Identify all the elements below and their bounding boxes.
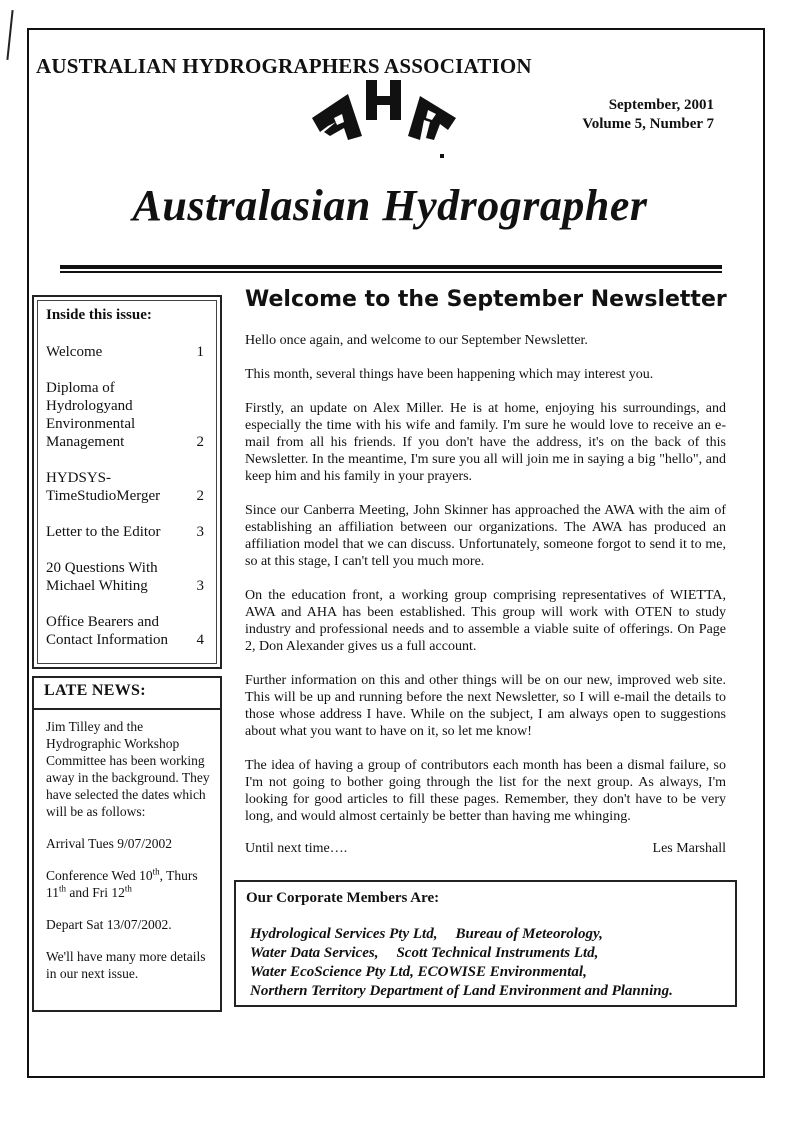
toc-item-diploma[interactable]	[46, 379, 216, 451]
toc-item-label: HYDSYS-TimeStudioMerger	[46, 470, 161, 504]
late-news-arrival: Arrival Tues 9/07/2002	[46, 836, 173, 851]
toc-title: Inside this issue:	[46, 307, 152, 323]
toc-item-page: 3	[196, 524, 204, 540]
toc-list	[46, 343, 216, 667]
toc-item-page: 1	[196, 344, 204, 360]
toc-item-page: 2	[196, 434, 204, 450]
late-news-conference: Conference Wed 10th, Thurs 11th and Fri 12th	[46, 866, 198, 900]
article-paragraph: Further information on this and other things will be on our new, improved web site. This will be up and running before the next Newsletter, so I will e-mail the details to those whose address I have. While on the subject, I am always open to suggestions about what you want to have on it, so let me know!	[245, 673, 726, 739]
toc-item-letter[interactable]	[46, 523, 216, 541]
members-line: Hydrological Services Pty Ltd, Bureau of Meteorology,	[250, 926, 603, 942]
aha-logo	[304, 74, 464, 160]
toc-item-page: 2	[196, 488, 204, 504]
newsletter-title: Australasian Hydrographer	[132, 181, 648, 230]
toc-item-label: 20 Questions With Michael Whiting	[46, 560, 158, 594]
toc-item-label: Welcome	[46, 344, 103, 360]
article-paragraph: The idea of having a group of contributors each month has been a dismal failure, so I'm not going to bother going through the list for the next group. As always, I'm looking for good articles to fill these pages. Remember, they don't have to be very long, and would almost certainly be better than having me whinging.	[245, 758, 726, 824]
late-news-depart: Depart Sat 13/07/2002.	[46, 917, 172, 932]
corporate-members-box	[234, 880, 737, 1007]
toc-item-label: Letter to the Editor	[46, 524, 161, 540]
late-news-title: LATE NEWS:	[44, 682, 146, 699]
signoff-text: Until next time….	[245, 841, 348, 856]
article-paragraph: On the education front, a working group comprising representatives of WIETTA, AWA and AHA has been established. This group will work with OTEN to study industry and professional needs and to assemble a viable suite of offerings. On Page 2, Don Alexander gives us a full account.	[245, 588, 726, 654]
toc-item-label: Office Bearers and Contact Information	[46, 614, 169, 648]
toc-item-20-questions[interactable]	[46, 559, 216, 595]
article-title: Welcome to the September Newsletter	[245, 287, 727, 312]
article-paragraph: Hello once again, and welcome to our September Newsletter.	[245, 333, 588, 348]
article-body	[245, 332, 726, 857]
margin-mark	[6, 10, 13, 60]
late-news-closing: We'll have many more details in our next issue.	[46, 949, 206, 981]
late-news-box	[32, 676, 222, 1012]
masthead-rule-thick	[60, 265, 722, 269]
organization-name: AUSTRALIAN HYDROGRAPHERS ASSOCIATION	[36, 54, 532, 78]
toc-item-hydsys[interactable]	[46, 469, 216, 505]
article-signoff	[245, 840, 726, 857]
issue-info	[520, 96, 714, 134]
toc-item-page: 3	[196, 578, 204, 594]
toc-item-label: Diploma of Hydrologyand Environmental Management	[46, 380, 136, 450]
members-title: Our Corporate Members Are:	[246, 890, 440, 906]
members-line: Northern Territory Department of Land Environment and Planning.	[250, 983, 673, 999]
masthead-rule-thin	[60, 271, 722, 273]
toc-item-welcome[interactable]	[46, 343, 216, 361]
article-paragraph: This month, several things have been happening which may interest you.	[245, 367, 654, 382]
late-news-intro: Jim Tilley and the Hydrographic Workshop Committee has been working away in the background. They have selected the dates which will be as follows:	[46, 719, 210, 819]
late-news-divider	[34, 708, 220, 710]
toc-item-office-bearers[interactable]	[46, 613, 216, 649]
toc-item-page: 4	[196, 632, 204, 648]
table-of-contents	[32, 295, 222, 669]
article-author: Les Marshall	[652, 841, 726, 856]
issue-date: September, 2001	[608, 97, 714, 113]
members-line: Water EcoScience Pty Ltd, ECOWISE Environmental,	[250, 964, 587, 980]
late-news-body	[46, 718, 218, 997]
members-list	[250, 925, 730, 1001]
article-paragraph: Firstly, an update on Alex Miller. He is at home, enjoying his surroundings, and especially the time with his wife and family. I'm sure he would love to receive an e-mail from all his friends. If you don't have the address, it's on the back of this Newsletter. In the meantime, I'm sure you all will join me in saying a big "hello", and keep him and his family in your prayers.	[245, 401, 726, 484]
volume-number: Volume 5, Number 7	[582, 116, 714, 132]
members-line: Water Data Services, Scott Technical Instruments Ltd,	[250, 945, 599, 961]
article-paragraph: Since our Canberra Meeting, John Skinner has approached the AWA with the aim of establishing an affiliation between our organizations. The AWA has produced an affiliation model that we can discuss. Unfortunately, someone forgot to send it to me, so at this stage, I can't tell you much more.	[245, 503, 726, 569]
